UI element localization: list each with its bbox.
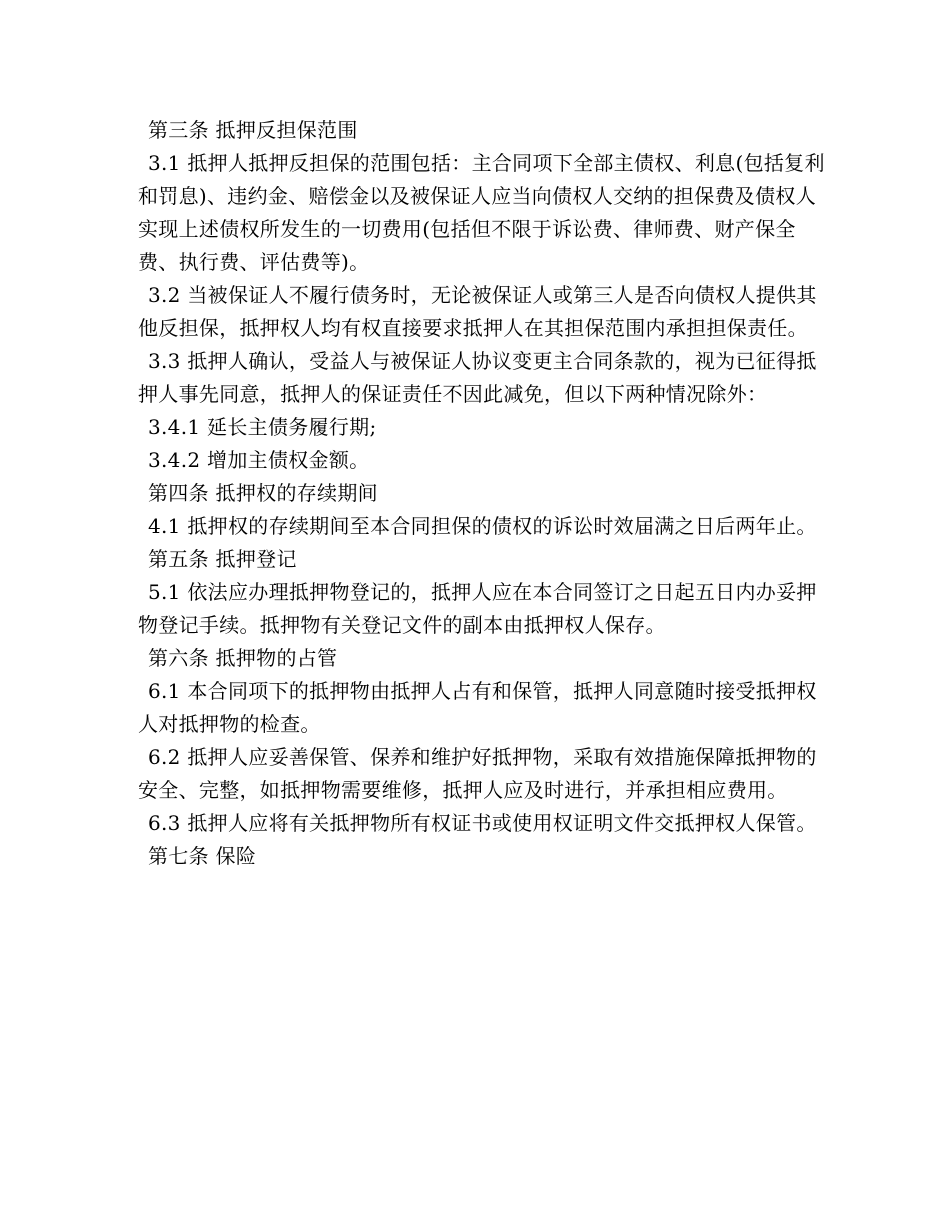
clause-6-1: 6.1 本合同项下的抵押物由抵押人占有和保管，抵押人同意随时接受抵押权人对抵押物的检查。 [138, 679, 817, 736]
clause-5-1: 5.1 依法应办理抵押物登记的，抵押人应在本合同签订之日起五日内办妥押物登记手续。抵押物有关登记文件的副本由抵押权人保存。 [138, 580, 817, 637]
document-body [138, 114, 828, 873]
article-4-heading: 第四条 抵押权的存续期间 [148, 481, 378, 505]
clause-3-4-1: 3.4.1 延长主债务履行期; [148, 415, 377, 439]
article-7-heading: 第七条 保险 [148, 844, 257, 868]
clause-3-2: 3.2 当被保证人不履行债务时，无论被保证人或第三人是否向债权人提供其他反担保，抵押权人均有权直接要求抵押人在其担保范围内承担担保责任。 [138, 283, 817, 340]
clause-3-3: 3.3 抵押人确认，受益人与被保证人协议变更主合同条款的，视为已征得抵押人事先同意，抵押人的保证责任不因此减免，但以下两种情况除外： [138, 349, 817, 406]
article-6-heading: 第六条 抵押物的占管 [148, 646, 338, 670]
clause-6-2: 6.2 抵押人应妥善保管、保养和维护好抵押物，采取有效措施保障抵押物的安全、完整，如抵押物需要维修，抵押人应及时进行，并承担相应费用。 [138, 745, 817, 802]
clause-3-4-2: 3.4.2 增加主债权金额。 [148, 448, 370, 472]
article-3-heading: 第三条 抵押反担保范围 [148, 118, 358, 142]
article-5-heading: 第五条 抵押登记 [148, 547, 297, 571]
clause-4-1: 4.1 抵押权的存续期间至本合同担保的债权的诉讼时效届满之日后两年止。 [148, 514, 817, 538]
clause-3-1: 3.1 抵押人抵押反担保的范围包括：主合同项下全部主债权、利息(包括复利和罚息)、违约金、赔偿金以及被保证人应当向债权人交纳的担保费及债权人实现上述债权所发生的一切费用(包括但不限于诉讼费、律师费、财产保全费、执行费、评估费等)。 [138, 151, 825, 274]
clause-6-3: 6.3 抵押人应将有关抵押物所有权证书或使用权证明文件交抵押权人保管。 [148, 811, 817, 835]
